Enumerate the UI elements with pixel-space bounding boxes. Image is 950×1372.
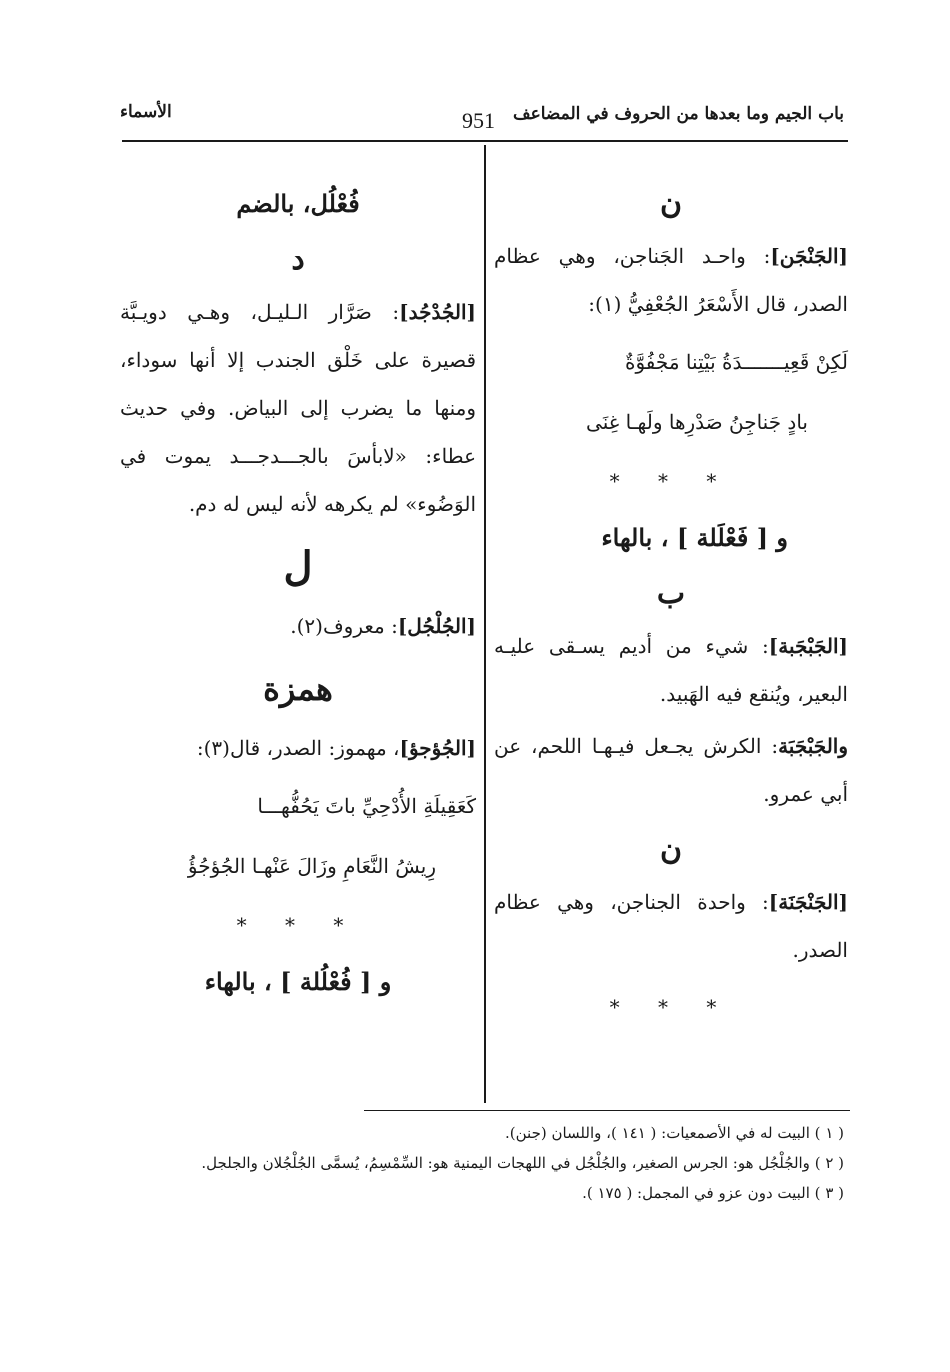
running-head-chapter: باب الجيم وما بعدها من الحروف في المضاعف [513,104,844,124]
entry-definition: ، مهموز: الصدر، قال(٣): [196,736,400,760]
page-number: 951 [462,108,495,133]
footnote-2: ( ٢ ) والجُلْجُل هو: الجرس الصغير، والجُلْجُل في اللهجات اليمنية هو: السِّمْسِمُ، يُسمَّى الجُلْجُلان والجلجل. [201,1154,844,1172]
letter-heading-hamza: همزة [263,670,333,708]
entry-jabjaba [494,622,848,718]
section-heading-fuolula: و [ فُعْلُلة ] ، بالهاء [204,967,392,996]
verse-line-1: لَكِنْ قَعِيـــــــدَةُ بَيْتِنا مَجْفُوَّةٌ [625,350,848,374]
entry-definition: : صَرَّار الـليـل، وهـي دويـبَّة قصيرة على خَلْق الجندب إلا أنها سوداء، ومنها ما يضرب إلى البياض. وفي حديث عطاء: «لابأسَ بالجـــدجـــد يموت في الوَضُوء» لم يكرهه لأنه ليس له دم. [120,300,476,516]
entry-term: [الجَبْجَبة] [768,634,848,658]
entry-definition: : شيء من أديم يسـقى عليـه البعير، ويُنقع فيه الهَبيد. [494,634,848,706]
entry-term: [الجُدْجُد] [399,300,476,324]
footnotes [124,1118,844,1208]
entry-term: والجَبْجَبَة [778,734,848,758]
letter-heading-ba: ب [656,576,686,611]
section-heading-fuolul: فُعْلُل، بالضم [236,189,360,218]
verse-line-1: كَعَقِيلَةِ الأُدْحِيِّ باتَ يَحُفُّهـــا [257,794,476,818]
entry-juljul [120,602,476,650]
letter-heading-nun: ن [659,186,683,221]
left-column [120,176,476,1010]
entry-term: [الجَنْجَن] [770,244,848,268]
entry-janjan [494,232,848,328]
column-divider [484,145,486,1103]
entry-definition: : الكرش يجـعل فيـهـا اللحم، عن أبي عمرو. [494,734,848,806]
entry-definition: : واحدة الجناجن، وهي عظام الصدر. [494,890,848,962]
header-rule [122,140,848,142]
letter-heading-dal: د [291,242,305,277]
footnote-3: ( ٣ ) البيت دون عزو في المجمل: ( ١٧٥ ). [582,1184,844,1202]
verse-line-2: رِيشُ النَّعَامِ وزَالَ عَنْهـا الجُؤجُؤُ [187,854,436,878]
entry-jundud [120,288,476,528]
entry-janjana [494,878,848,974]
entry-definition: : معروف(٢). [290,614,398,638]
footnote-1: ( ١ ) البيت له في الأصمعيات: ( ١٤١ )، واللسان (جنن). [505,1124,844,1142]
entry-term: [الجَنْجَنَة] [768,890,848,914]
section-separator: * * * [236,913,360,937]
right-column [494,176,848,1036]
entry-term: [الجُلْجُل] [397,614,476,638]
section-separator: * * * [609,469,733,493]
letter-heading-nun-2: ن [659,832,683,867]
entry-jabjaba-2 [494,722,848,818]
letter-heading-lam: ل [283,543,313,590]
entry-jujuu [120,724,476,772]
running-head-section: الأسماء [120,102,172,122]
footnote-rule [364,1110,850,1111]
entry-definition: : واحـد الجَناجن، وهي عظام الصدر، قال الأَسْعَرُ الجُعْفِيُّ (١): [494,244,848,316]
section-separator: * * * [609,995,733,1019]
section-heading-faalala: و [ فَعْلَلة ] ، بالهاء [601,523,788,552]
verse-line-2: بادٍ جَناجِنُ صَدْرِها ولَهـا غِنَى [586,410,808,434]
entry-term: [الجُؤجؤ] [399,736,476,760]
